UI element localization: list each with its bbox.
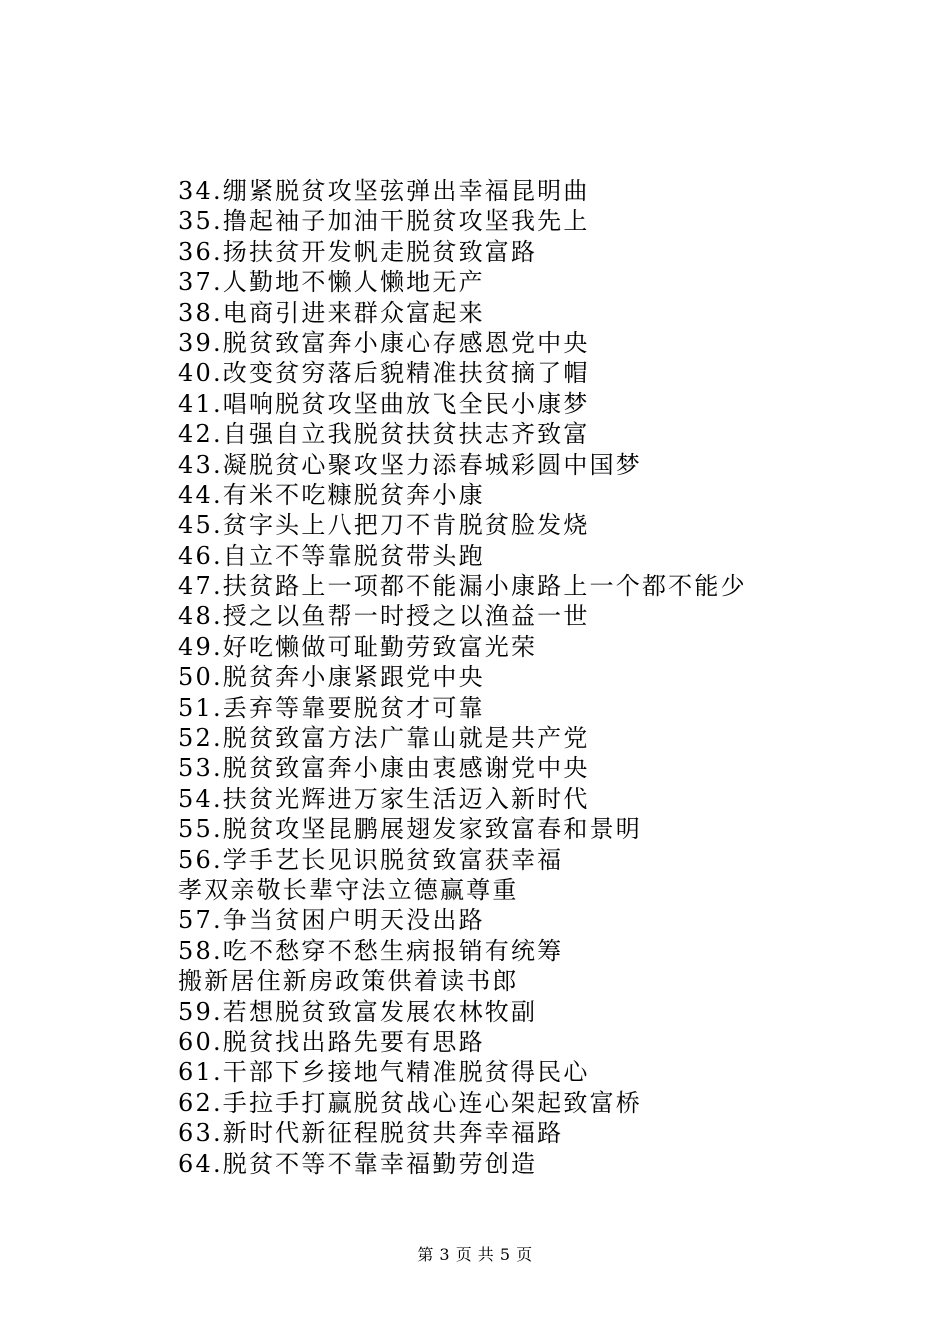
list-item: 60.脱贫找出路先要有思路 bbox=[178, 1027, 485, 1056]
list-item: 42.自强自立我脱贫扶贫扶志齐致富 bbox=[178, 420, 590, 449]
list-item: 51.丢弃等靠要脱贫才可靠 bbox=[178, 693, 485, 722]
list-item: 64.脱贫不等不靠幸福勤劳创造 bbox=[178, 1149, 538, 1178]
list-item: 62.手拉手打赢脱贫战心连心架起致富桥 bbox=[178, 1088, 642, 1117]
list-item: 57.争当贫困户明天没出路 bbox=[178, 906, 485, 935]
list-item: 46.自立不等靠脱贫带头跑 bbox=[178, 541, 485, 570]
list-item: 孝双亲敬长辈守法立德赢尊重 bbox=[178, 875, 519, 904]
list-item: 49.好吃懒做可耻勤劳致富光荣 bbox=[178, 632, 538, 661]
page-footer: 第 3 页 共 5 页 bbox=[417, 1245, 533, 1264]
list-item: 搬新居住新房政策供着读书郎 bbox=[178, 967, 519, 996]
list-item: 34.绷紧脱贫攻坚弦弹出幸福昆明曲 bbox=[178, 177, 590, 205]
list-item: 47.扶贫路上一项都不能漏小康路上一个都不能少 bbox=[178, 572, 747, 601]
list-item: 54.扶贫光辉进万家生活迈入新时代 bbox=[178, 784, 590, 813]
list-item: 55.脱贫攻坚昆鹏展翅发家致富春和景明 bbox=[178, 815, 642, 844]
list-item: 38.电商引进来群众富起来 bbox=[178, 298, 485, 327]
list-item: 45.贫字头上八把刀不肯脱贫脸发烧 bbox=[178, 511, 590, 540]
list-item: 58.吃不愁穿不愁生病报销有统筹 bbox=[178, 936, 564, 965]
list-item: 56.学手艺长见识脱贫致富获幸福 bbox=[178, 845, 564, 874]
list-item: 59.若想脱贫致富发展农林牧副 bbox=[178, 997, 538, 1026]
list-item: 63.新时代新征程脱贫共奔幸福路 bbox=[178, 1119, 564, 1148]
list-item: 41.唱响脱贫攻坚曲放飞全民小康梦 bbox=[178, 389, 590, 418]
list-item: 35.撸起袖子加油干脱贫攻坚我先上 bbox=[178, 207, 590, 236]
slogan-list bbox=[178, 176, 878, 1179]
list-item: 39.脱贫致富奔小康心存感恩党中央 bbox=[178, 328, 590, 357]
list-item: 43.凝脱贫心聚攻坚力添春城彩圆中国梦 bbox=[178, 450, 642, 479]
list-item: 50.脱贫奔小康紧跟党中央 bbox=[178, 663, 485, 692]
list-item: 61.干部下乡接地气精准脱贫得民心 bbox=[178, 1058, 590, 1087]
list-item: 52.脱贫致富方法广靠山就是共产党 bbox=[178, 724, 590, 753]
list-item: 36.扬扶贫开发帆走脱贫致富路 bbox=[178, 237, 538, 266]
list-item: 37.人勤地不懒人懒地无产 bbox=[178, 268, 485, 297]
list-item: 40.改变贫穷落后貌精准扶贫摘了帽 bbox=[178, 359, 590, 388]
list-item: 44.有米不吃糠脱贫奔小康 bbox=[178, 480, 485, 509]
list-item: 53.脱贫致富奔小康由衷感谢党中央 bbox=[178, 754, 590, 783]
list-item: 48.授之以鱼帮一时授之以渔益一世 bbox=[178, 602, 590, 631]
